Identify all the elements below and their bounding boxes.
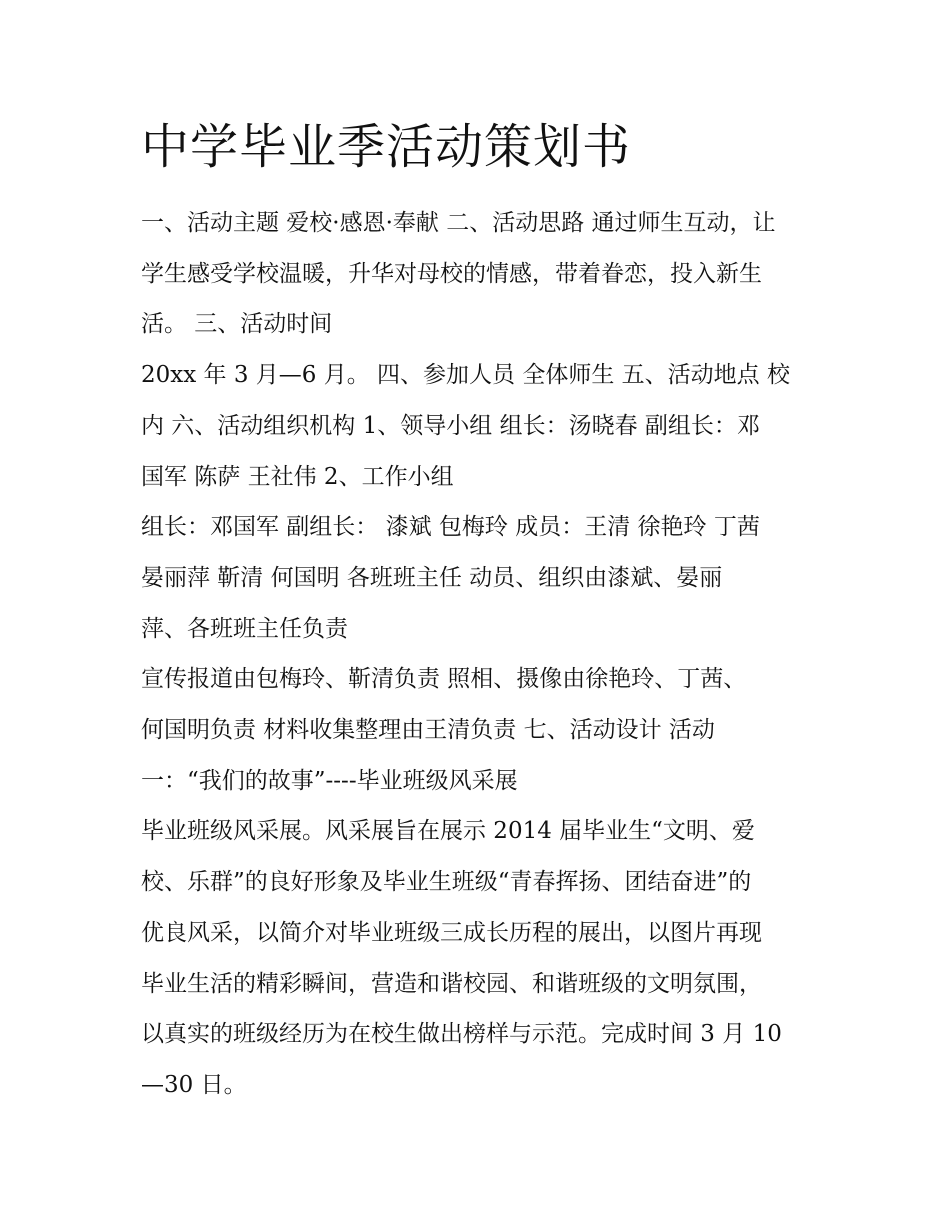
body-line: 一、活动主题 爱校·感恩·奉献 二、活动思路 通过师生互动，让 [141, 210, 776, 236]
body-line: 晏丽萍 靳清 何国明 各班班主任 动员、组织由漆斌、晏丽 [141, 564, 723, 591]
body-line: 萍、各班班主任负责 [141, 615, 348, 642]
body-line: 优良风采，以简介对毕业班级三成长历程的展出，以图片再现 [141, 919, 762, 946]
body-line: 以真实的班级经历为在校生做出榜样与示范。完成时间 3 月 10 [141, 1021, 782, 1048]
body-line: 校、乐群”的良好形象及毕业生班级“青春挥扬、团结奋进”的 [141, 869, 752, 896]
body-line: —30 日。 [141, 1071, 247, 1098]
document-page [141, 112, 821, 1111]
body-line: 组长：邓国军 副组长： 漆斌 包梅玲 成员：王清 徐艳玲 丁茜 [141, 514, 760, 541]
body-line: 20xx 年 3 月—6 月。 四、参加人员 全体师生 五、活动地点 校 [141, 362, 790, 389]
body-line: 国军 陈萨 王社伟 2、工作小组 [141, 463, 454, 490]
body-line: 学生感受学校温暖，升华对母校的情感，带着眷恋，投入新生 [141, 260, 762, 287]
body-line: 内 六、活动组织机构 1、领导小组 组长：汤晓春 副组长：邓 [141, 412, 760, 439]
body-line: 一：“我们的故事”----毕业班级风采展 [141, 767, 518, 794]
body-line: 毕业生活的精彩瞬间，营造和谐校园、和谐班级的文明氛围， [141, 970, 762, 997]
document-body [141, 198, 821, 1111]
body-line: 活。 三、活动时间 [141, 311, 333, 338]
document-title: 中学毕业季活动策划书 [141, 119, 632, 175]
body-line: 何国明负责 材料收集整理由王清负责 七、活动设计 活动 [141, 717, 715, 744]
body-line: 宣传报道由包梅玲、靳清负责 照相、摄像由徐艳玲、丁茜、 [141, 666, 747, 693]
body-line: 毕业班级风采展。风采展旨在展示 2014 届毕业生“文明、爱 [141, 818, 755, 845]
